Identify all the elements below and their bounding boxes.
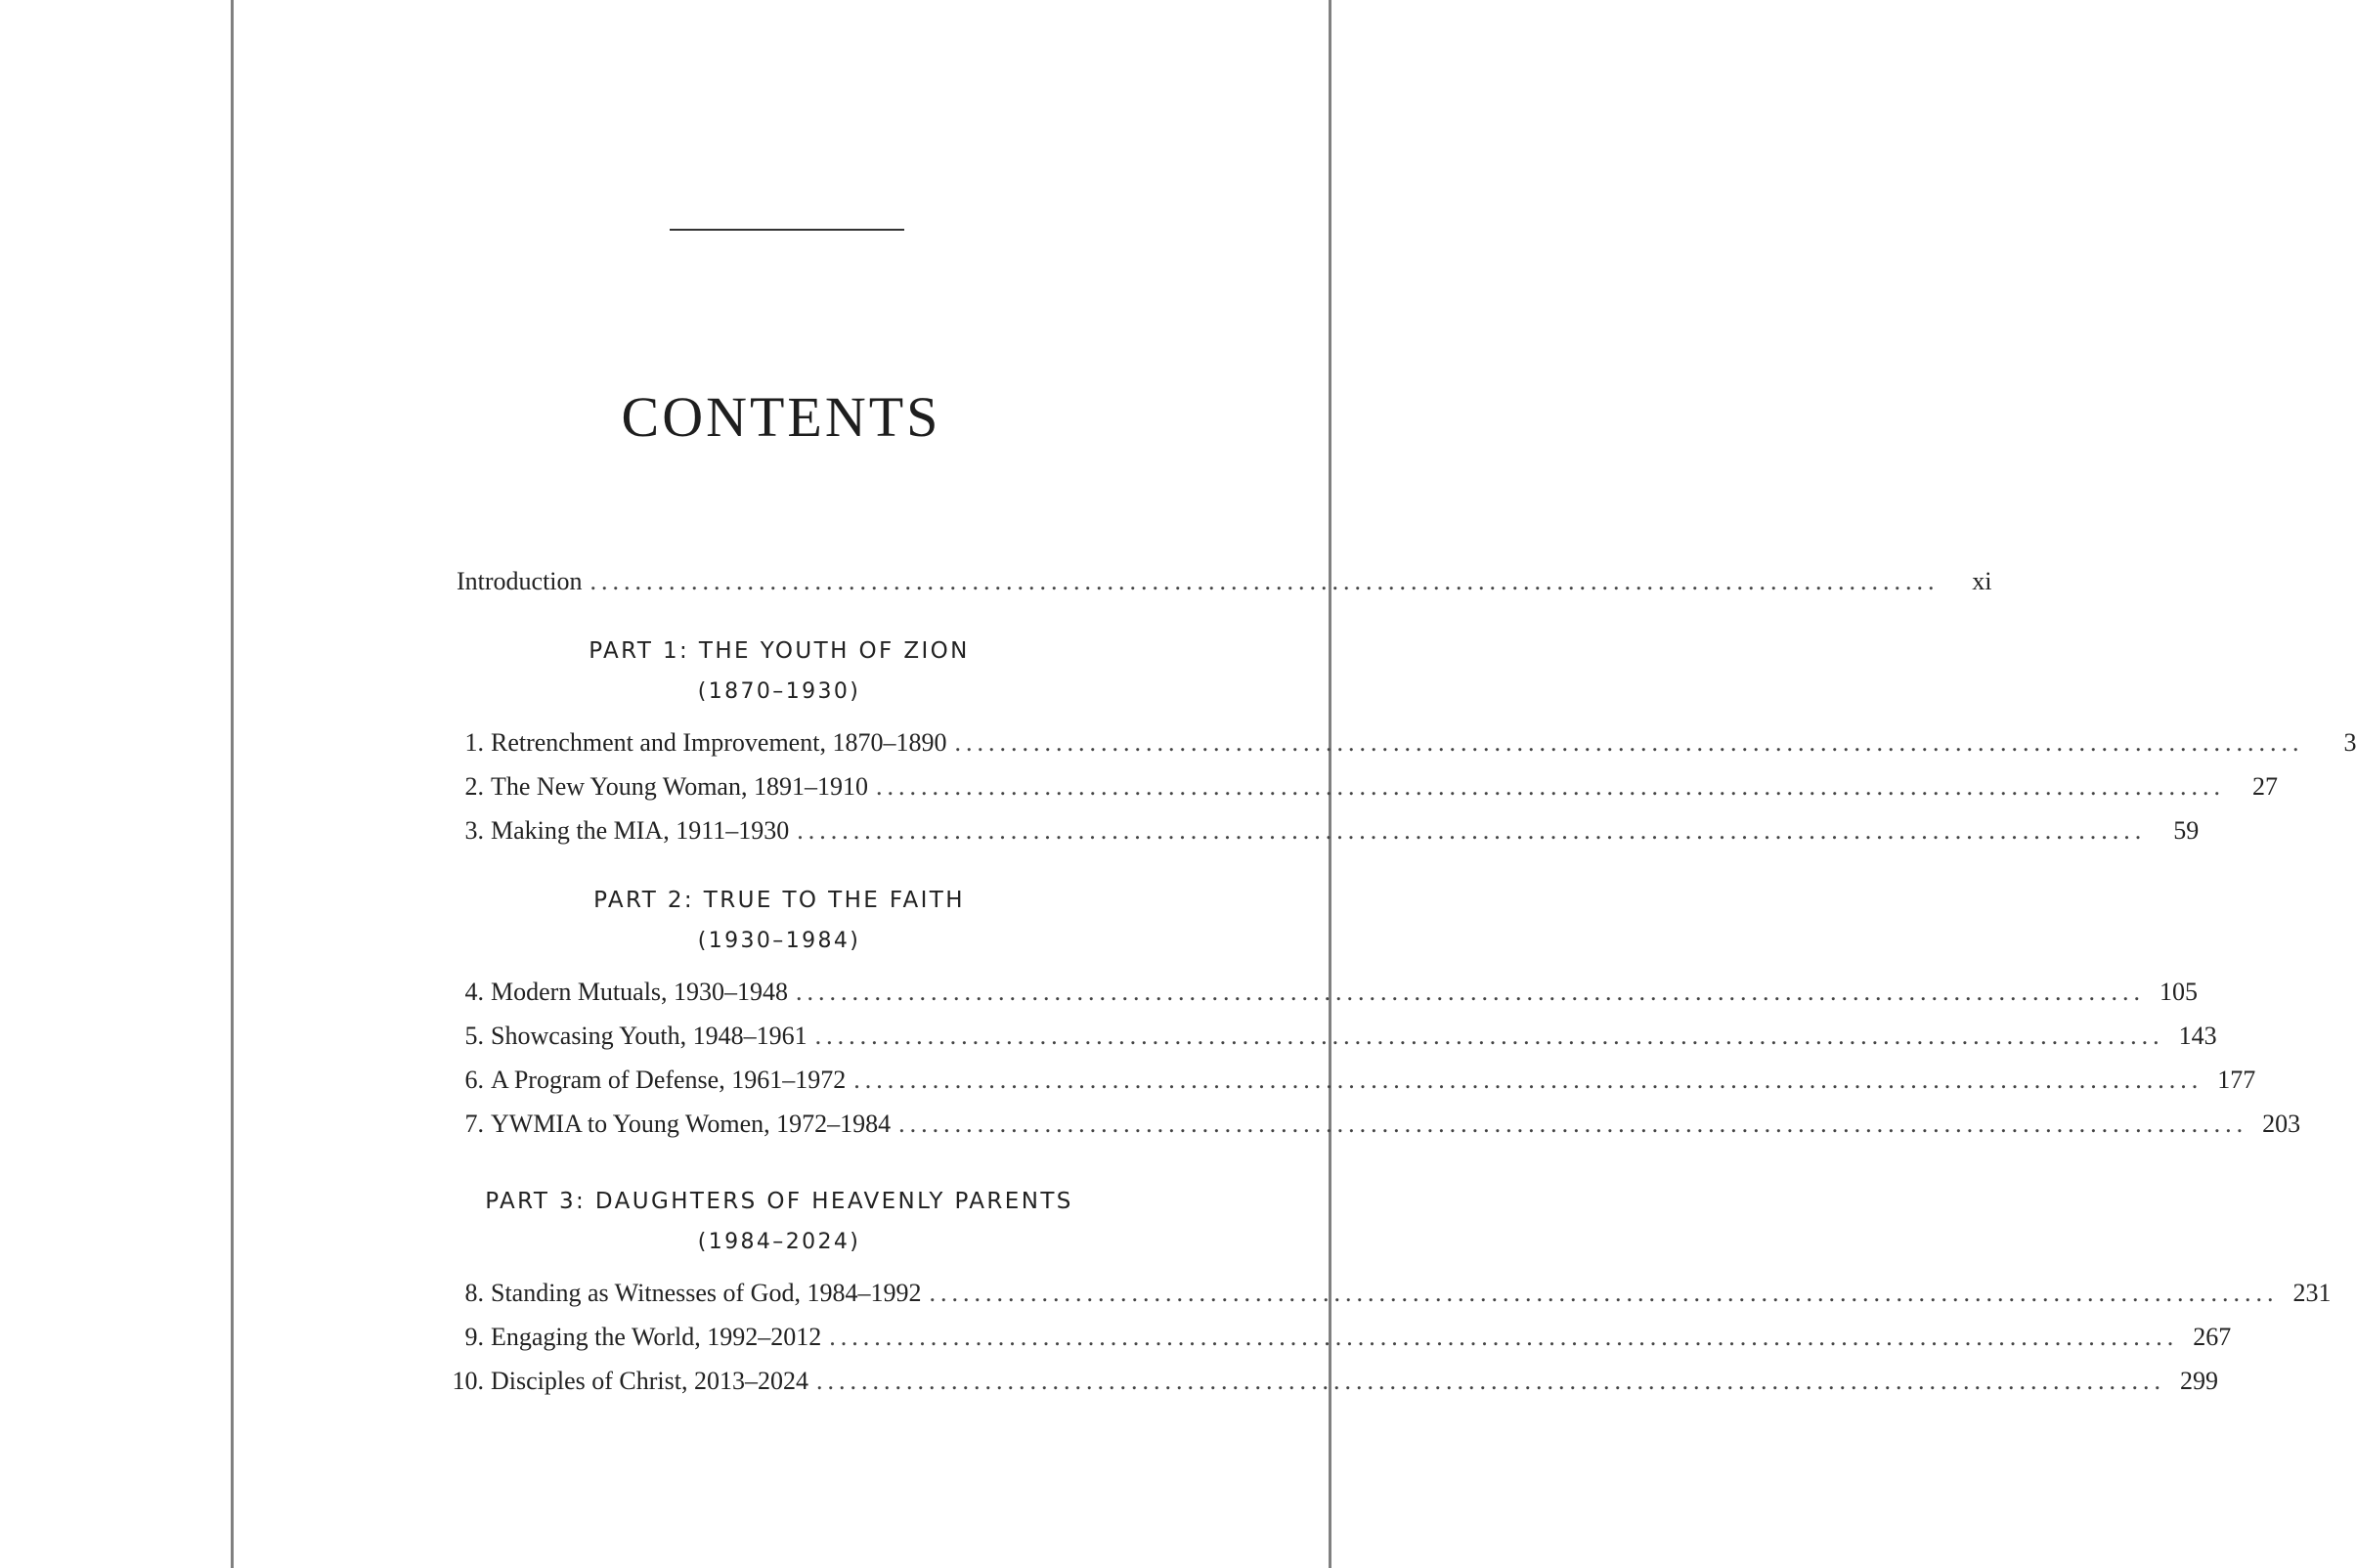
toc-entry-chapter xyxy=(447,720,2356,764)
dot-leader: ........................................................................................................................ xyxy=(875,772,2225,801)
chapter-title: The New Young Woman, 1891–1910 xyxy=(491,772,868,801)
chapter-number: 3. xyxy=(464,816,484,845)
toc-entry-chapter xyxy=(447,970,2199,1014)
chapter-title: Engaging the World, 1992–2012 xyxy=(491,1323,822,1351)
part-years: (1870–1930) xyxy=(697,679,861,704)
toc-entry-chapter xyxy=(447,1014,2217,1058)
chapter-page: 3 xyxy=(2343,728,2356,757)
dot-leader: ........................................................................................................................ xyxy=(589,567,1940,595)
chapter-number: 6. xyxy=(464,1066,484,1094)
chapter-title: Retrenchment and Improvement, 1870–1890 xyxy=(491,728,947,757)
chapter-title: Making the MIA, 1911–1930 xyxy=(491,816,790,845)
dot-leader: ........................................................................................................................ xyxy=(898,1110,2248,1138)
chapter-number: 2. xyxy=(464,772,484,801)
chapter-page: 143 xyxy=(2178,1022,2217,1050)
toc-entry-chapter xyxy=(447,808,2200,852)
dot-leader: ........................................................................................................................ xyxy=(929,1279,2279,1307)
chapter-title: Showcasing Youth, 1948–1961 xyxy=(491,1022,807,1050)
chapter-title: Disciples of Christ, 2013–2024 xyxy=(491,1367,808,1395)
chapter-page: 203 xyxy=(2262,1110,2301,1138)
toc-entry-label: Introduction xyxy=(457,567,583,595)
chapter-title: YWMIA to Young Women, 1972–1984 xyxy=(491,1110,892,1138)
toc-entry-introduction xyxy=(447,559,1992,603)
table-of-contents xyxy=(447,559,2356,1403)
dot-leader: ........................................................................................................................ xyxy=(954,728,2304,757)
chapter-page: 105 xyxy=(2160,978,2199,1006)
part-heading: PART 3: DAUGHTERS OF HEAVENLY PARENTS xyxy=(485,1189,1073,1214)
dot-leader: ........................................................................................................................ xyxy=(853,1066,2203,1094)
chapter-number: 7. xyxy=(464,1110,484,1138)
chapter-number: 8. xyxy=(464,1279,484,1307)
chapter-page: 267 xyxy=(2193,1323,2232,1351)
dot-leader: ........................................................................................................................ xyxy=(796,978,2146,1006)
chapter-number: 9. xyxy=(464,1323,484,1351)
chapter-page: 177 xyxy=(2217,1066,2256,1094)
chapter-number: 4. xyxy=(464,978,484,1006)
toc-entry-chapter xyxy=(447,1058,2256,1102)
chapter-number: 10. xyxy=(452,1367,484,1395)
dot-leader: ........................................................................................................................ xyxy=(829,1323,2179,1351)
chapter-page: 299 xyxy=(2180,1367,2218,1395)
part-heading: PART 2: TRUE TO THE FAITH xyxy=(593,888,965,913)
toc-entry-chapter xyxy=(447,1102,2301,1146)
page-title: CONTENTS xyxy=(621,385,941,449)
part-years: (1930–1984) xyxy=(697,929,861,953)
toc-entry-chapter xyxy=(447,1359,2218,1403)
part-years: (1984–2024) xyxy=(697,1230,861,1254)
part-heading: PART 1: THE YOUTH OF ZION xyxy=(589,638,970,664)
chapter-page: 231 xyxy=(2292,1279,2332,1307)
dot-leader: ........................................................................................................................ xyxy=(814,1022,2164,1050)
dot-leader: ........................................................................................................................ xyxy=(797,816,2147,845)
chapter-title: Standing as Witnesses of God, 1984–1992 xyxy=(491,1279,922,1307)
decorative-rule xyxy=(670,229,904,231)
chapter-title: A Program of Defense, 1961–1972 xyxy=(491,1066,847,1094)
chapter-page: 59 xyxy=(2173,816,2200,845)
book-page xyxy=(231,0,2356,1568)
chapter-page: 27 xyxy=(2251,772,2278,801)
chapter-number: 1. xyxy=(464,728,484,757)
chapter-title: Modern Mutuals, 1930–1948 xyxy=(491,978,789,1006)
chapter-number: 5. xyxy=(464,1022,484,1050)
toc-entry-chapter xyxy=(447,1315,2232,1359)
dot-leader: ........................................................................................................................ xyxy=(816,1367,2165,1395)
toc-entry-chapter xyxy=(447,1271,2332,1315)
toc-entry-chapter xyxy=(447,764,2278,808)
toc-entry-page: xi xyxy=(1972,567,1992,595)
